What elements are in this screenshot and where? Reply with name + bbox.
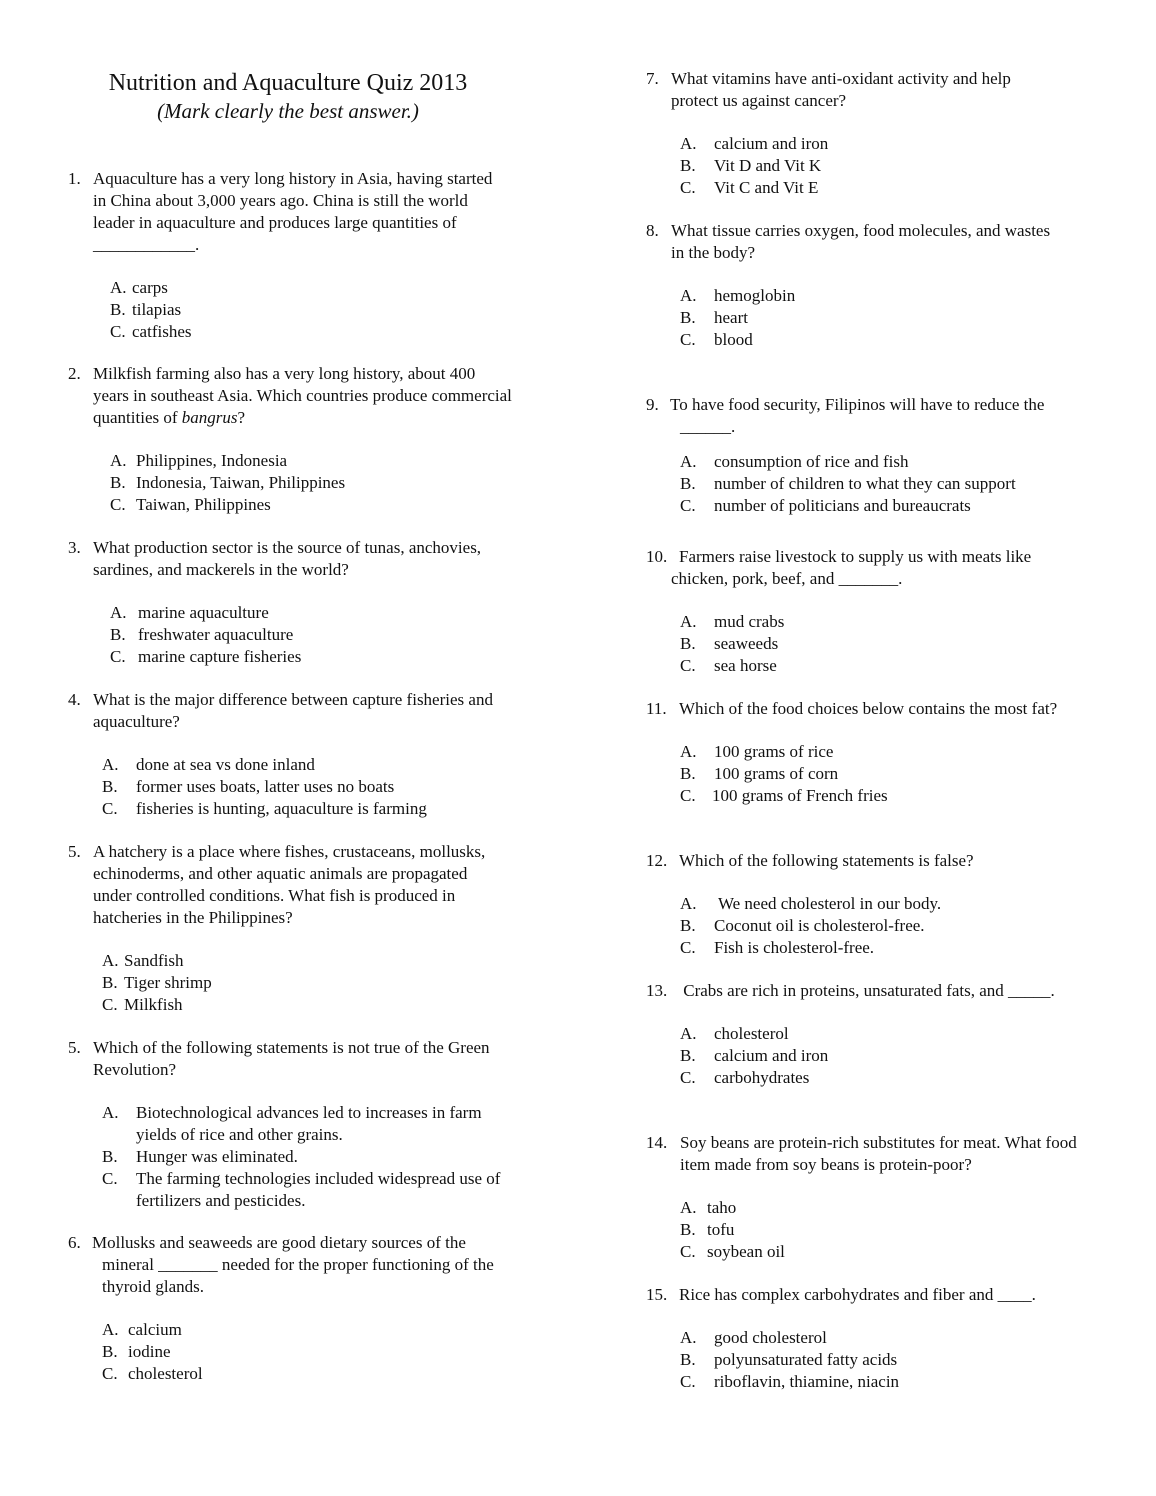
option-a[interactable]: A. mud crabs bbox=[680, 612, 785, 631]
option-a[interactable]: A. taho bbox=[680, 1198, 737, 1217]
page-subtitle: (Mark clearly the best answer.) bbox=[157, 99, 419, 123]
option-c[interactable]: C. catfishes bbox=[110, 322, 192, 341]
question-text: Mollusks and seaweeds are good dietary sources of the mineral _______ needed for the proper functioning of the thyroid glands. bbox=[92, 1233, 494, 1296]
question-3 bbox=[68, 537, 498, 668]
options bbox=[680, 741, 1086, 807]
option-b[interactable]: B. tilapias bbox=[110, 300, 182, 319]
question-number: 1. bbox=[68, 169, 81, 188]
question-9 bbox=[646, 394, 1076, 517]
question-14 bbox=[646, 1132, 1096, 1263]
question-number: 8. bbox=[646, 221, 659, 240]
option-a[interactable]: A. calcium bbox=[102, 1320, 182, 1339]
question-text: Which of the following statements is not true of the Green Revolution? bbox=[93, 1038, 490, 1079]
question-1 bbox=[68, 168, 498, 343]
question-15 bbox=[646, 1284, 1096, 1393]
options bbox=[680, 1327, 1096, 1393]
question-5b bbox=[68, 1037, 501, 1212]
option-c[interactable]: C. 100 grams of French fries bbox=[680, 786, 888, 805]
options bbox=[680, 611, 1086, 677]
option-b[interactable]: B. polyunsaturated fatty acids bbox=[680, 1350, 898, 1369]
question-8 bbox=[646, 220, 1056, 351]
option-b[interactable]: B. former uses boats, latter uses no boats bbox=[102, 777, 395, 796]
question-number: 5. bbox=[68, 1038, 81, 1057]
option-a[interactable]: A. We need cholesterol in our body. bbox=[680, 894, 942, 913]
question-text: Soy beans are protein-rich substitutes for meat. What food item made from soy beans is protein-poor? bbox=[680, 1133, 1077, 1174]
options bbox=[680, 893, 1086, 959]
option-c[interactable]: C. riboflavin, thiamine, niacin bbox=[680, 1372, 900, 1391]
options bbox=[680, 285, 1056, 351]
question-text: To have food security, Filipinos will have to reduce the ______. bbox=[670, 395, 1045, 436]
option-b[interactable]: B. Indonesia, Taiwan, Philippines bbox=[110, 473, 346, 492]
question-2 bbox=[68, 363, 513, 516]
question-number: 13. bbox=[646, 981, 668, 1000]
options bbox=[102, 754, 518, 820]
option-a[interactable]: A. Philippines, Indonesia bbox=[110, 451, 288, 470]
option-c[interactable]: C. number of politicians and bureaucrats bbox=[680, 496, 971, 515]
question-4 bbox=[68, 689, 518, 820]
question-text: Farmers raise livestock to supply us with meats like chicken, pork, beef, and _______. bbox=[671, 547, 1032, 588]
option-c[interactable]: C. marine capture fisheries bbox=[110, 647, 302, 666]
question-text: Aquaculture has a very long history in Asia, having started in China about 3,000 years ago. China is still the world leader in aquaculture and produces large quantities of ____________. bbox=[93, 169, 493, 254]
page-title: Nutrition and Aquaculture Quiz 2013 bbox=[108, 70, 468, 96]
option-a[interactable]: A. calcium and iron bbox=[680, 134, 829, 153]
question-text: What is the major difference between capture fisheries and aquaculture? bbox=[93, 690, 493, 731]
option-a[interactable]: A. Biotechnological advances led to increases in farm yields of rice and other grains. bbox=[102, 1103, 482, 1144]
question-5 bbox=[68, 841, 508, 1016]
question-text: Rice has complex carbohydrates and fiber and ____. bbox=[679, 1285, 1036, 1304]
option-a[interactable]: A. marine aquaculture bbox=[110, 603, 269, 622]
question-number: 15. bbox=[646, 1285, 668, 1304]
question-13 bbox=[646, 980, 1086, 1089]
option-c[interactable]: C. Vit C and Vit E bbox=[680, 178, 819, 197]
option-b[interactable]: B. 100 grams of corn bbox=[680, 764, 839, 783]
option-c[interactable]: C. carbohydrates bbox=[680, 1068, 810, 1087]
question-text: Crabs are rich in proteins, unsaturated fats, and _____. bbox=[679, 981, 1055, 1000]
option-c[interactable]: C. Taiwan, Philippines bbox=[110, 495, 271, 514]
options bbox=[102, 1102, 502, 1212]
question-number: 7. bbox=[646, 69, 659, 88]
option-a[interactable]: A. hemoglobin bbox=[680, 286, 796, 305]
option-c[interactable]: C. sea horse bbox=[680, 656, 777, 675]
option-a[interactable]: A. 100 grams of rice bbox=[680, 742, 834, 761]
question-11 bbox=[646, 698, 1086, 807]
question-7 bbox=[646, 68, 1056, 199]
option-c[interactable]: C. cholesterol bbox=[102, 1364, 203, 1383]
question-text: A hatchery is a place where fishes, crustaceans, mollusks, echinoderms, and other aquatic animals are propagated under controlled conditions. What fish is produced in hatcheries in the Philippines? bbox=[93, 842, 486, 927]
option-b[interactable]: B. Vit D and Vit K bbox=[680, 156, 822, 175]
options bbox=[680, 1023, 1086, 1089]
question-number: 10. bbox=[646, 547, 668, 566]
option-c[interactable]: C. blood bbox=[680, 330, 753, 349]
question-text: Milkfish farming also has a very long history, about 400 years in southeast Asia. Which countries produce commercial quantities of bangrus? bbox=[93, 364, 512, 427]
question-text: Which of the food choices below contains the most fat? bbox=[679, 699, 1058, 718]
question-number: 6. bbox=[68, 1233, 81, 1252]
option-b[interactable]: B. Hunger was eliminated. bbox=[102, 1147, 298, 1166]
option-b[interactable]: B. calcium and iron bbox=[680, 1046, 829, 1065]
option-b[interactable]: B. Coconut oil is cholesterol-free. bbox=[680, 916, 925, 935]
option-c[interactable]: C. fisheries is hunting, aquaculture is farming bbox=[102, 799, 427, 818]
options bbox=[110, 450, 513, 516]
question-number: 2. bbox=[68, 364, 81, 383]
question-text: What tissue carries oxygen, food molecules, and wastes in the body? bbox=[671, 221, 1051, 262]
question-number: 4. bbox=[68, 690, 81, 709]
question-6 bbox=[68, 1232, 518, 1385]
question-number: 14. bbox=[646, 1133, 668, 1152]
options bbox=[680, 1197, 1096, 1263]
option-c[interactable]: C. Milkfish bbox=[102, 995, 183, 1014]
question-number: 3. bbox=[68, 538, 81, 557]
question-number: 12. bbox=[646, 851, 668, 870]
question-text: Which of the following statements is false? bbox=[679, 851, 974, 870]
option-b[interactable]: B. number of children to what they can support bbox=[680, 474, 1016, 493]
option-c[interactable]: C. Fish is cholesterol-free. bbox=[680, 938, 875, 957]
option-a[interactable]: A. Sandfish bbox=[102, 951, 184, 970]
options bbox=[102, 1319, 518, 1385]
option-a[interactable]: A. good cholesterol bbox=[680, 1328, 827, 1347]
option-a[interactable]: A. done at sea vs done inland bbox=[102, 755, 315, 774]
options bbox=[102, 950, 508, 1016]
question-10 bbox=[646, 546, 1086, 677]
options bbox=[680, 133, 1056, 199]
question-number: 11. bbox=[646, 699, 667, 718]
question-number: 9. bbox=[646, 395, 659, 414]
option-b[interactable]: B. heart bbox=[680, 308, 748, 327]
question-text: What production sector is the source of tunas, anchovies, sardines, and mackerels in the world? bbox=[93, 538, 482, 579]
options bbox=[680, 451, 1076, 517]
title-block bbox=[68, 68, 508, 124]
option-c[interactable]: C. The farming technologies included widespread use of fertilizers and pesticides. bbox=[102, 1169, 501, 1210]
option-b[interactable]: B. freshwater aquaculture bbox=[110, 625, 294, 644]
options bbox=[110, 277, 498, 343]
question-text: What vitamins have anti-oxidant activity and help protect us against cancer? bbox=[671, 69, 1011, 110]
option-b[interactable]: B. seaweeds bbox=[680, 634, 779, 653]
question-number: 5. bbox=[68, 842, 81, 861]
option-a[interactable]: A. cholesterol bbox=[680, 1024, 789, 1043]
option-c[interactable]: C. soybean oil bbox=[680, 1242, 785, 1261]
question-12 bbox=[646, 850, 1086, 959]
option-a[interactable]: A. carps bbox=[110, 278, 168, 297]
option-b[interactable]: B. tofu bbox=[680, 1220, 735, 1239]
option-a[interactable]: A. consumption of rice and fish bbox=[680, 452, 909, 471]
option-b[interactable]: B. Tiger shrimp bbox=[102, 973, 212, 992]
options bbox=[110, 602, 498, 668]
option-b[interactable]: B. iodine bbox=[102, 1342, 171, 1361]
